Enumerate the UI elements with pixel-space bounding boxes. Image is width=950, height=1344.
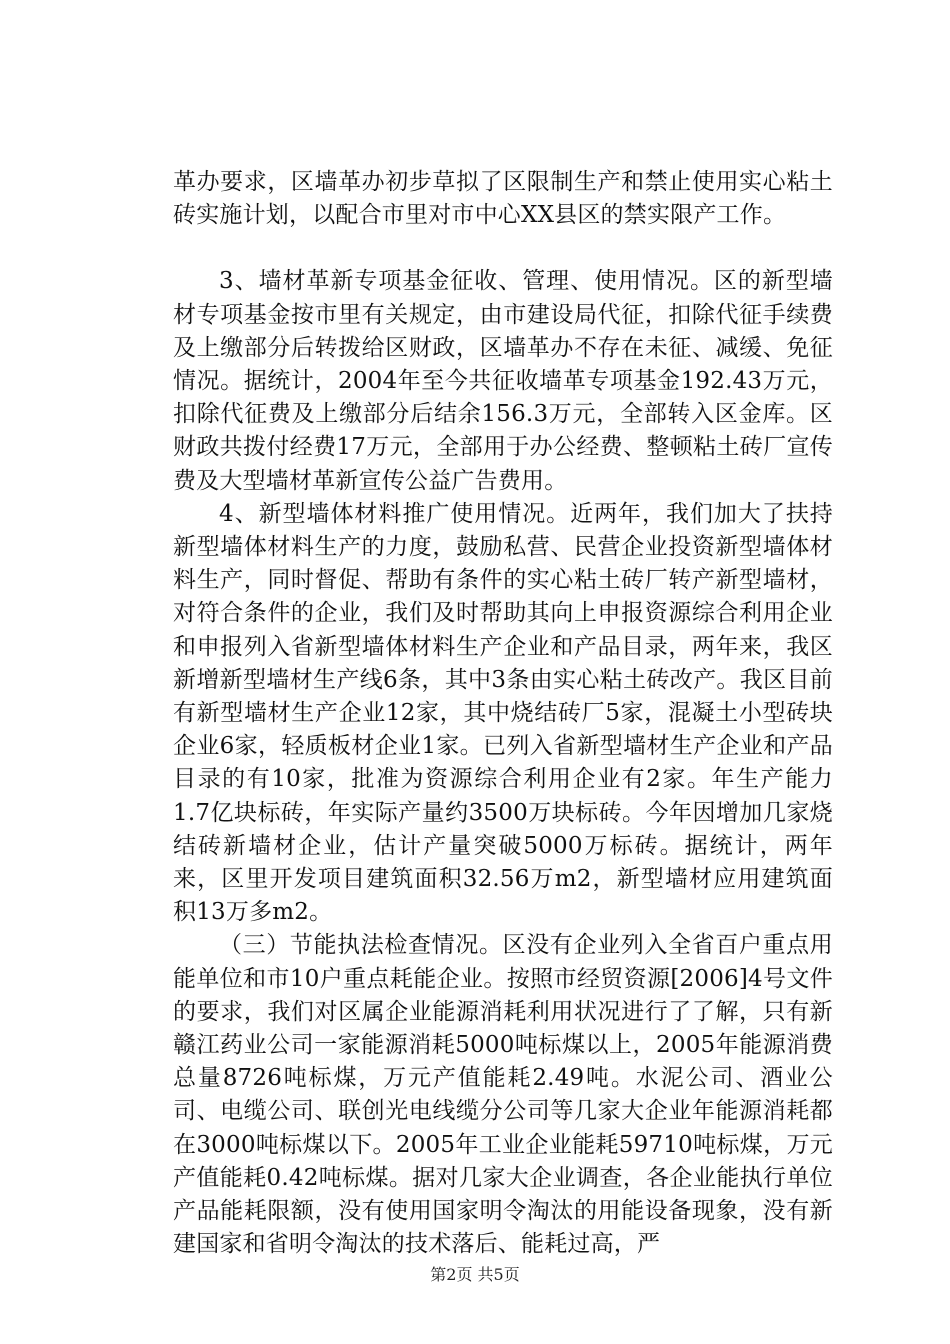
paragraph-continued: 革办要求，区墙革办初步草拟了区限制生产和禁止使用实心粘土砖实施计划，以配合市里对市中心XX县区的禁实限产工作。 <box>173 169 833 229</box>
paragraph-new-wall-materials: 4、新型墙体材料推广使用情况。近两年，我们加大了扶持新型墙体材料生产的力度，鼓励私营、民营企业投资新型墙体材料生产，同时督促、帮助有条件的实心粘土砖厂转产新型墙材，对符合条件的企业，我们及时帮助其向上申报资源综合利用企业和申报列入省新型墙体材料生产企业和产品目录，两年来，我区新增新型墙材生产线6条，其中3条由实心粘土砖改产。我区目前有新型墙材生产企业12家，其中烧结砖厂5家，混凝土小型砖块企业6家，轻质板材企业1家。已列入省新型墙材生产企业和产品目录的有10家，批准为资源综合利用企业有2家。年生产能力1.7亿块标砖，年实际产量约3500万块标砖。今年因增加几家烧结砖新墙材企业，估计产量突破5000万标砖。据统计，两年来，区里开发项目建筑面积32.56万m2，新型墙材应用建筑面积13万多m2。 <box>173 500 833 926</box>
page-number-footer: 第2页 共5页 <box>430 1265 520 1284</box>
paragraph-fund-collection: 3、墙材革新专项基金征收、管理、使用情况。区的新型墙材专项基金按市里有关规定，由市建设局代征，扣除代征手续费及上缴部分后转拨给区财政，区墙革办不存在未征、减缓、免征情况。据统计，2004年至今共征收墙革专项基金192.43万元，扣除代征费及上缴部分后结余156.3万元，全部转入区金库。区财政共拨付经费17万元，全部用于办公经费、整顿粘土砖厂宣传费及大型墙材革新宣传公益广告费用。 <box>173 268 833 494</box>
paragraph-energy-inspection: （三）节能执法检查情况。区没有企业列入全省百户重点用能单位和市10户重点耗能企业。按照市经贸资源[2006]4号文件的要求，我们对区属企业能源消耗利用状况进行了了解，只有新赣江药业公司一家能源消耗5000吨标煤以上，2005年能源消费总量8726吨标煤，万元产值能耗2.49吨。水泥公司、酒业公司、电缆公司、联创光电线缆分公司等几家大企业年能源消耗都在3000吨标煤以下。2005年工业企业能耗59710吨标煤，万元产值能耗0.42吨标煤。据对几家大企业调查，各企业能执行单位产品能耗限额，没有使用国家明令淘汰的用能设备现象，没有新建国家和省明令淘汰的技术落后、能耗过高，严 <box>173 932 833 1258</box>
document-body <box>173 166 833 1262</box>
paragraph-spacer <box>173 232 833 265</box>
